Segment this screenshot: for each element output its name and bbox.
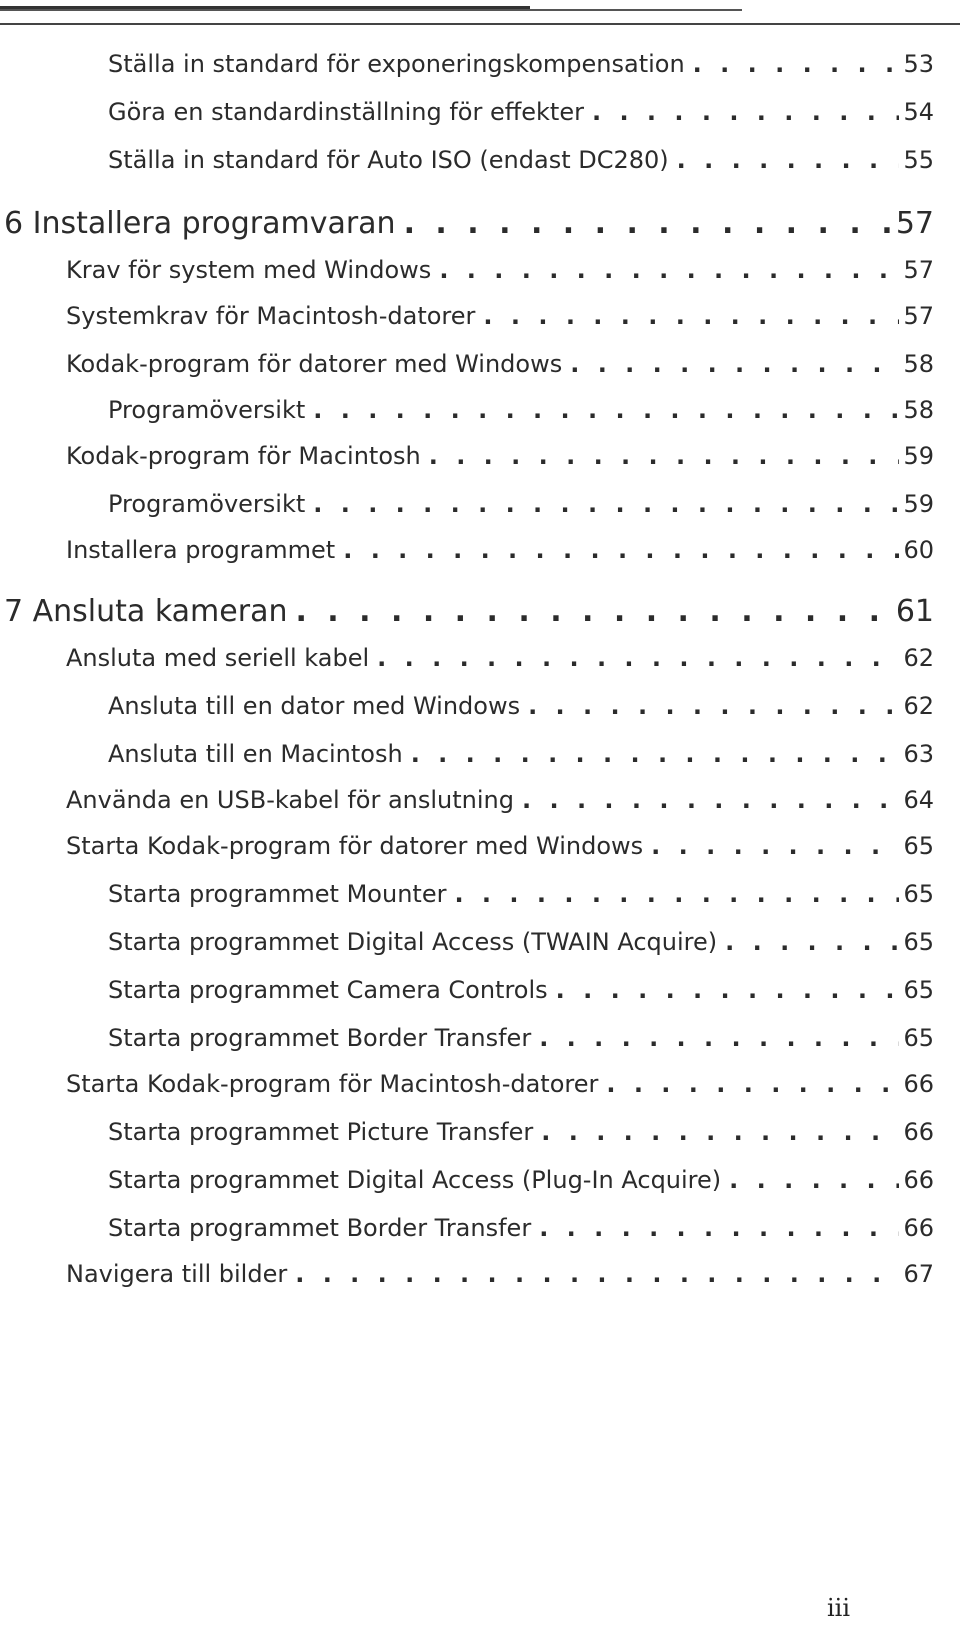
toc-entry-title: Ställa in standard för exponeringskompensation — [108, 50, 685, 78]
toc-entry-page: 59 — [903, 490, 934, 518]
toc-chapter-entry[interactable] — [4, 206, 934, 241]
toc-entry-page: 65 — [903, 976, 934, 1004]
toc-entry[interactable] — [108, 928, 934, 956]
toc-entry-title: Starta programmet Picture Transfer — [108, 1118, 534, 1146]
toc-entry-title: Ansluta till en Macintosh — [108, 740, 403, 768]
toc-entry[interactable] — [66, 350, 934, 378]
dot-leader — [522, 786, 899, 814]
toc-entry-title: Kodak-program för Macintosh — [66, 442, 421, 470]
toc-entry-page: 62 — [903, 692, 934, 720]
toc-entry[interactable] — [108, 98, 934, 126]
toc-entry-title: Starta programmet Mounter — [108, 880, 447, 908]
toc-entry-title: Ansluta till en dator med Windows — [108, 692, 521, 720]
toc-entry[interactable] — [108, 490, 934, 518]
toc-entry-page: 53 — [903, 50, 934, 78]
toc-entry-title: Programöversikt — [108, 396, 306, 424]
toc-entry-title: 7 Ansluta kameran — [4, 594, 288, 629]
toc-entry-title: Ansluta med seriell kabel — [66, 644, 370, 672]
toc-entry[interactable] — [66, 644, 934, 672]
toc-entry[interactable] — [66, 1260, 934, 1288]
toc-entry-page: 60 — [903, 536, 934, 564]
dot-leader — [570, 350, 899, 378]
dot-leader — [377, 644, 899, 672]
toc-entry-page: 59 — [903, 442, 934, 470]
toc-chapter-entry[interactable] — [4, 594, 934, 629]
dot-leader — [411, 740, 900, 768]
toc-entry[interactable] — [108, 396, 934, 424]
toc-entry-page: 65 — [903, 1024, 934, 1052]
dot-leader — [343, 536, 899, 564]
toc-entry-page: 63 — [903, 740, 934, 768]
toc-entry-title: 6 Installera programvaran — [4, 206, 396, 241]
toc-entry-page: 66 — [903, 1070, 934, 1098]
dot-leader — [528, 692, 899, 720]
toc-entry-title: Starta Kodak-program för Macintosh-datorer — [66, 1070, 599, 1098]
dot-leader — [439, 256, 899, 284]
toc-entry-title: Starta programmet Digital Access (TWAIN Acquire) — [108, 928, 718, 956]
toc-entry-page: 57 — [895, 206, 934, 241]
toc-entry-page: 64 — [903, 786, 934, 814]
toc-entry-page: 58 — [903, 350, 934, 378]
toc-entry-page: 55 — [903, 146, 934, 174]
toc-entry[interactable] — [108, 880, 934, 908]
toc-entry[interactable] — [66, 302, 934, 330]
toc-entry-page: 65 — [903, 832, 934, 860]
toc-entry-title: Krav för system med Windows — [66, 256, 432, 284]
toc-entry[interactable] — [66, 256, 934, 284]
dot-leader — [729, 1166, 899, 1194]
toc-entry-title: Installera programmet — [66, 536, 336, 564]
dot-leader — [651, 832, 899, 860]
dot-leader — [295, 1260, 899, 1288]
toc-entry-page: 66 — [903, 1214, 934, 1242]
dot-leader — [313, 396, 899, 424]
toc-entry[interactable] — [108, 976, 934, 1004]
toc-entry[interactable] — [108, 50, 934, 78]
dot-leader — [725, 928, 899, 956]
toc-entry-page: 67 — [903, 1260, 934, 1288]
toc-entry-title: Starta programmet Border Transfer — [108, 1024, 532, 1052]
toc-entry[interactable] — [108, 740, 934, 768]
dot-leader — [483, 302, 899, 330]
toc-entry[interactable] — [108, 1214, 934, 1242]
toc-entry-page: 62 — [903, 644, 934, 672]
toc-entry[interactable] — [108, 1024, 934, 1052]
dot-leader — [541, 1118, 899, 1146]
dot-leader — [295, 594, 891, 629]
toc-entry-title: Starta Kodak-program för datorer med Windows — [66, 832, 644, 860]
toc-entry-title: Använda en USB-kabel för anslutning — [66, 786, 514, 814]
toc-entry-title: Systemkrav för Macintosh-datorer — [66, 302, 476, 330]
dot-leader — [677, 146, 900, 174]
toc-entry[interactable] — [66, 1070, 934, 1098]
dot-leader — [693, 50, 900, 78]
toc-entry-page: 66 — [903, 1166, 934, 1194]
toc-entry-page: 57 — [903, 302, 934, 330]
dot-leader — [539, 1024, 899, 1052]
toc-entry[interactable] — [66, 442, 934, 470]
toc-entry[interactable] — [66, 786, 934, 814]
toc-entry-page: 66 — [903, 1118, 934, 1146]
dot-leader — [404, 206, 892, 241]
dot-leader — [606, 1070, 899, 1098]
toc-entry-page: 54 — [903, 98, 934, 126]
page-number: iii — [826, 1594, 850, 1622]
toc-entry[interactable] — [108, 1166, 934, 1194]
toc-entry-title: Starta programmet Digital Access (Plug-In Acquire) — [108, 1166, 722, 1194]
dot-leader — [592, 98, 899, 126]
toc-entry-title: Starta programmet Camera Controls — [108, 976, 548, 1004]
header-rule-full — [0, 23, 960, 25]
toc-entry[interactable] — [108, 146, 934, 174]
toc-entry[interactable] — [66, 832, 934, 860]
toc-entry-title: Göra en standardinställning för effekter — [108, 98, 584, 126]
toc-entry-title: Ställa in standard för Auto ISO (endast DC280) — [108, 146, 669, 174]
dot-leader — [429, 442, 900, 470]
header-rule-thin — [0, 9, 742, 11]
toc-entry-title: Navigera till bilder — [66, 1260, 288, 1288]
toc-entry-page: 61 — [895, 594, 934, 629]
toc-entry-page: 58 — [903, 396, 934, 424]
toc-entry-page: 65 — [903, 928, 934, 956]
toc-entry-page: 65 — [903, 880, 934, 908]
dot-leader — [556, 976, 900, 1004]
toc-entry-page: 57 — [903, 256, 934, 284]
dot-leader — [313, 490, 899, 518]
toc-entry[interactable] — [108, 1118, 934, 1146]
toc-entry[interactable] — [108, 692, 934, 720]
toc-entry-title: Kodak-program för datorer med Windows — [66, 350, 563, 378]
toc-entry-title: Starta programmet Border Transfer — [108, 1214, 532, 1242]
toc-entry-title: Programöversikt — [108, 490, 306, 518]
toc-entry[interactable] — [66, 536, 934, 564]
dot-leader — [539, 1214, 899, 1242]
dot-leader — [454, 880, 899, 908]
